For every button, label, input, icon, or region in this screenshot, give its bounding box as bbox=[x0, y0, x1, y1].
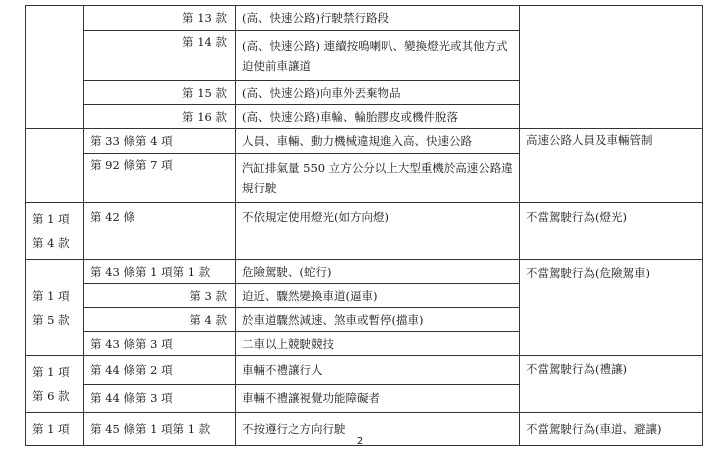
para-cell bbox=[26, 203, 84, 260]
violation-desc: 車輛不禮讓視覺功能障礙者 bbox=[236, 384, 520, 413]
category-cell bbox=[520, 6, 703, 129]
category-label: 不當駕駛行為(車道、避讓) bbox=[520, 413, 703, 446]
para-line: 第 1 項 bbox=[32, 212, 70, 226]
article-ref: 第 14 款 bbox=[84, 31, 236, 81]
violation-desc: (高、快速公路)向車外丟棄物品 bbox=[236, 81, 520, 105]
para-line: 第 4 款 bbox=[32, 236, 70, 250]
article-ref: 第 33 條第 4 項 bbox=[84, 129, 236, 154]
table-row bbox=[26, 129, 703, 154]
article-ref: 第 44 條第 2 項 bbox=[84, 356, 236, 385]
table-row bbox=[26, 203, 703, 260]
article-ref: 第 15 款 bbox=[84, 81, 236, 105]
page-number: 2 bbox=[356, 436, 364, 447]
para-line: 第 6 款 bbox=[32, 389, 70, 403]
article-ref: 第 43 條第 1 項第 1 款 bbox=[84, 260, 236, 284]
para-line: 第 5 款 bbox=[32, 312, 70, 327]
violation-desc: 迫近、驟然變換車道(逼車) bbox=[236, 284, 520, 308]
violation-desc: 車輛不禮讓行人 bbox=[236, 356, 520, 385]
article-ref: 第 13 款 bbox=[84, 6, 236, 31]
article-ref: 第 45 條第 1 項第 1 款 bbox=[84, 413, 236, 446]
violation-desc: 人員、車輛、動力機械違規進入高、快速公路 bbox=[236, 129, 520, 154]
para-line: 第 1 項 bbox=[32, 365, 70, 379]
violation-desc: 危險駕駛、(蛇行) bbox=[236, 260, 520, 284]
violation-desc: 不依規定使用燈光(如方向燈) bbox=[236, 203, 520, 260]
article-ref: 第 42 條 bbox=[84, 203, 236, 260]
para-cell bbox=[26, 260, 84, 356]
article-ref: 第 44 條第 3 項 bbox=[84, 384, 236, 413]
category-label: 不當駕駛行為(危險駕車) bbox=[520, 260, 703, 356]
para-cell bbox=[26, 129, 84, 203]
violation-desc: 於車道驟然減速、煞車或暫停(擋車) bbox=[236, 308, 520, 332]
para-line: 第 1 項 bbox=[32, 422, 70, 436]
article-ref: 第 16 款 bbox=[84, 105, 236, 129]
table-row bbox=[26, 260, 703, 284]
article-ref: 第 4 款 bbox=[84, 308, 236, 332]
table-row bbox=[26, 6, 703, 31]
violation-desc: 不按遵行之方向行駛 bbox=[236, 413, 520, 446]
violation-desc: 二車以上競駛競技 bbox=[236, 332, 520, 356]
violation-desc: (高、快速公路)行駛禁行路段 bbox=[236, 6, 520, 31]
para-line: 第 1 項 bbox=[32, 288, 70, 303]
article-ref: 第 3 款 bbox=[84, 284, 236, 308]
category-label: 不當駕駛行為(禮讓) bbox=[520, 356, 703, 413]
category-label: 不當駕駛行為(燈光) bbox=[520, 203, 703, 260]
table-row bbox=[26, 356, 703, 385]
para-cell bbox=[26, 356, 84, 413]
category-label: 高速公路人員及車輛管制 bbox=[520, 129, 703, 203]
article-ref: 第 43 條第 3 項 bbox=[84, 332, 236, 356]
violation-desc: (高、快速公路) 連續按鳴喇叭、變換燈光或其他方式迫使前車讓道 bbox=[236, 31, 520, 81]
regulation-table bbox=[25, 5, 703, 446]
article-ref: 第 92 條第 7 項 bbox=[84, 154, 236, 203]
violation-desc: (高、快速公路)車輪、輪胎膠皮或機件脫落 bbox=[236, 105, 520, 129]
para-cell bbox=[26, 6, 84, 129]
violation-desc: 汽缸排氣量 550 立方公分以上大型重機於高速公路違規行駛 bbox=[236, 154, 520, 203]
